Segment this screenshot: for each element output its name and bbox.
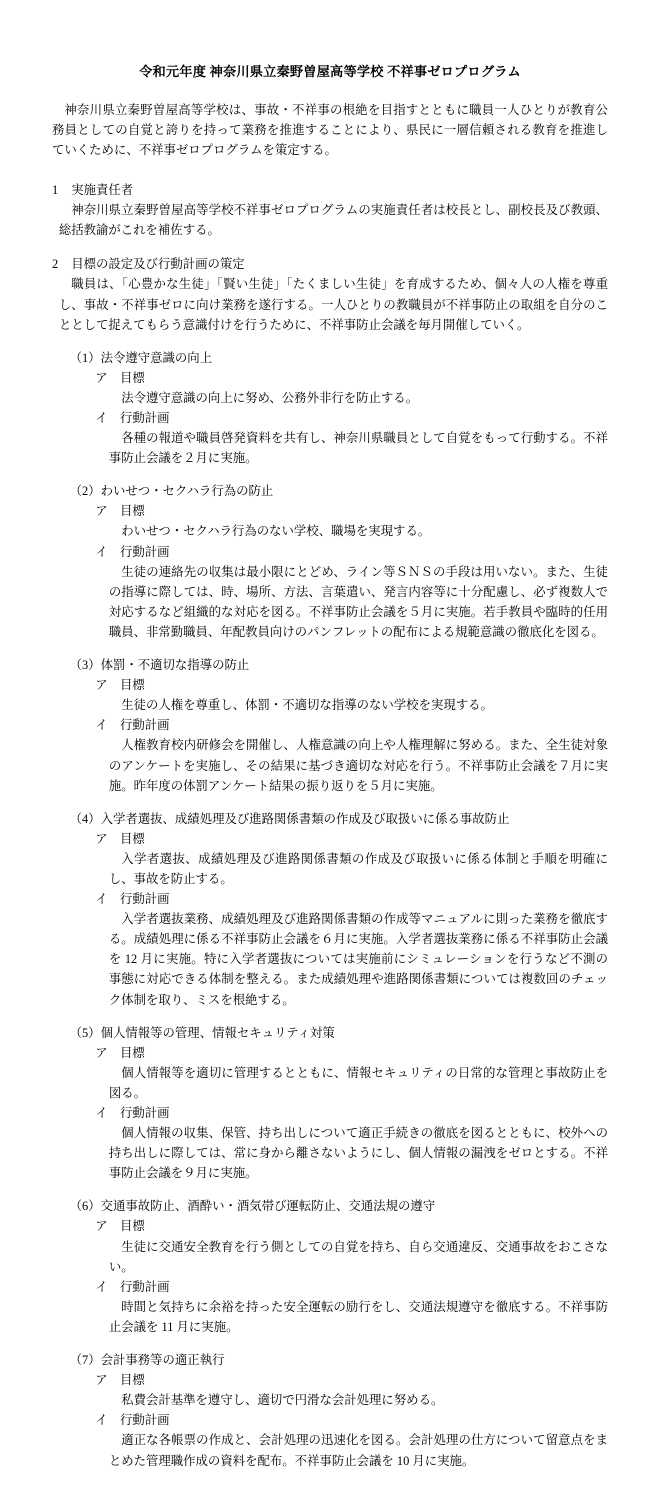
section-2-heading [52, 254, 608, 274]
section-2-number: 2 [52, 257, 59, 272]
item-plan-label: イ 行動計画 [95, 411, 170, 426]
item-goal-label: ア 目標 [95, 1373, 145, 1388]
item-plan-label: イ 行動計画 [95, 1413, 170, 1428]
item-plan-text: 個人情報の収集、保管、持ち出しについて適正手続きの徹底を図るとともに、校外への持ち出しに際しては、常に身から離さないようにし、個人情報の漏洩をゼロとする。不祥事防止会議を９月に実施。 [108, 1126, 608, 1181]
page-title: 令和元年度 神奈川県立秦野曽屋高等学校 不祥事ゼロプログラム [139, 64, 521, 79]
item-plan-label: イ 行動計画 [95, 544, 170, 559]
item-goal-text: 個人情報等を適切に管理するとともに、情報セキュリティの日常的な管理と事故防止を図る。 [108, 1065, 608, 1100]
item-title: 法令遵守意識の向上 [100, 350, 213, 365]
section-1-number: 1 [52, 183, 59, 198]
item-goal-label: ア 目標 [95, 1045, 145, 1060]
item-plan-text: 人権教育校内研修会を開催し、人権意識の向上や人権理解に努める。また、全生徒対象のアンケートを実施し、その結果に基づき適切な対応を行う。不祥事防止会議を７月に実施。昨年度の体罰アンケート結果の振り返りを５月に実施。 [108, 738, 608, 793]
item-goal-text: 私費会計基準を遵守し、適切で円滑な会計処理に努める。 [121, 1393, 444, 1408]
item-plan-label: イ 行動計画 [95, 1106, 170, 1121]
item-goal-label: ア 目標 [95, 831, 145, 846]
item-goal [95, 501, 608, 642]
item-number: （2） [69, 484, 101, 499]
item-plan-label: イ 行動計画 [95, 718, 170, 733]
item-goal-label: ア 目標 [95, 504, 145, 519]
item-plan-text: 適正な各帳票の作成と、会計処理の迅速化を図る。会計処理の仕方について留意点をまとめた管理職作成の資料を配布。不祥事防止会議を 10 月に実施。 [108, 1433, 608, 1468]
item-goal [95, 829, 608, 1010]
item-title: 個人情報等の管理、情報セキュリティ対策 [100, 1025, 335, 1040]
item-number: （7） [69, 1353, 101, 1368]
item-goal-text: わいせつ・セクハラ行為のない学校、職場を実現する。 [121, 524, 431, 539]
item-plan-label: イ 行動計画 [95, 892, 170, 907]
section-1 [52, 180, 608, 240]
section-2-body: 職員は、「心豊かな生徒」「賢い生徒」「たくましい生徒」を育成するため、個々人の人権を尊重し、事故・不祥事ゼロに向け業務を遂行する。一人ひとりの教職員が不祥事防止の取組を自分のこととして捉えてもらう意識付けを行うために、不祥事防止会議を毎月開催していく。 [58, 277, 608, 332]
item-title: 会計事務等の適正執行 [100, 1353, 225, 1368]
item-goal [95, 368, 608, 468]
item-heading [70, 348, 608, 368]
item-goal-label: ア 目標 [95, 370, 145, 385]
intro-paragraph: 神奈川県立秦野曽屋高等学校は、事故・不祥事の根絶を目指すとともに職員一人ひとりが教育公務員としての自覚と誇りを持って業務を推進することにより、県民に一層信頼される教育を推進していくために、不祥事ゼロプログラムを策定する。 [52, 102, 608, 157]
item-goal [95, 1216, 608, 1337]
item-goal-label: ア 目標 [95, 1219, 145, 1234]
section-2-title: 目標の設定及び行動計画の策定 [71, 257, 245, 272]
item-heading [70, 1196, 608, 1216]
item-number: （6） [69, 1199, 101, 1214]
item-number: （1） [69, 350, 101, 365]
item-goal [95, 1370, 608, 1470]
item-goal-label: ア 目標 [95, 678, 145, 693]
list-item [70, 1023, 608, 1184]
item-goal [95, 675, 608, 796]
item-goal [95, 1043, 608, 1184]
section-2 [52, 254, 608, 334]
list-item [70, 1350, 608, 1471]
item-heading [70, 481, 608, 501]
item-number: （4） [69, 811, 101, 826]
item-goal-text: 生徒の人権を尊重し、体罰・不適切な指導のない学校を実現する。 [121, 698, 493, 713]
item-title: わいせつ・セクハラ行為の防止 [100, 484, 274, 499]
list-item [70, 809, 608, 1010]
item-plan-label: イ 行動計画 [95, 1279, 170, 1294]
item-title: 入学者選抜、成績処理及び進路関係書類の作成及び取扱いに係る事故防止 [100, 811, 510, 826]
item-plan-text: 各種の報道や職員啓発資料を共有し、神奈川県職員として自覚をもって行動する。不祥事防止会議を２月に実施。 [108, 431, 608, 466]
item-plan-text: 時間と気持ちに余裕を持った安全運転の励行をし、交通法規遵守を徹底する。不祥事防止会議を 11 月に実施。 [108, 1299, 608, 1334]
item-plan-text: 入学者選抜業務、成績処理及び進路関係書類の作成等マニュアルに則った業務を徹底する。成績処理に係る不祥事防止会議を６月に実施。入学者選抜業務に係る不祥事防止会議を 12 月に実施。特に入学者選抜については実施前にシミュレーションを行うなど不測の事態に対応できる体制を整える。また成績処理や進路関係書類については複数回のチェック体制を取り、ミスを根絶する。 [108, 912, 608, 1007]
item-title: 体罰・不適切な指導の防止 [100, 658, 250, 673]
item-heading [70, 809, 608, 829]
item-goal-text: 法令遵守意識の向上に努め、公務外非行を防止する。 [121, 390, 419, 405]
item-number: （5） [69, 1025, 101, 1040]
list-item [70, 348, 608, 469]
section-1-body: 神奈川県立秦野曽屋高等学校不祥事ゼロプログラムの実施責任者は校長とし、副校長及び教頭、総括教諭がこれを補佐する。 [58, 203, 608, 238]
list-item [70, 481, 608, 642]
item-heading [70, 655, 608, 675]
item-heading [70, 1023, 608, 1043]
item-goal-text: 生徒に交通安全教育を行う側としての自覚を持ち、自ら交通違反、交通事故をおこさない。 [108, 1239, 608, 1274]
list-item [70, 1196, 608, 1337]
list-item [70, 655, 608, 796]
item-title: 交通事故防止、酒酔い・酒気帯び運転防止、交通法規の遵守 [100, 1199, 436, 1214]
item-goal-text: 入学者選抜、成績処理及び進路関係書類の作成及び取扱いに係る体制と手順を明確にし、事故を防止する。 [108, 851, 608, 886]
item-plan-text: 生徒の連絡先の収集は最小限にとどめ、ライン等ＳＮＳの手段は用いない。また、生徒の指導に際しては、時、場所、方法、言葉遣い、発言内容等に十分配慮し、必ず複数人で対応するなど組織的な対応を図る。不祥事防止会議を５月に実施。若手教員や臨時的任用職員、非常勤職員、年配教員向けのパンフレットの配布による規範意識の徹底化を図る。 [108, 564, 608, 639]
section-1-heading [52, 180, 608, 200]
item-heading [70, 1350, 608, 1370]
item-number: （3） [69, 658, 101, 673]
section-1-title: 実施責任者 [71, 183, 134, 198]
